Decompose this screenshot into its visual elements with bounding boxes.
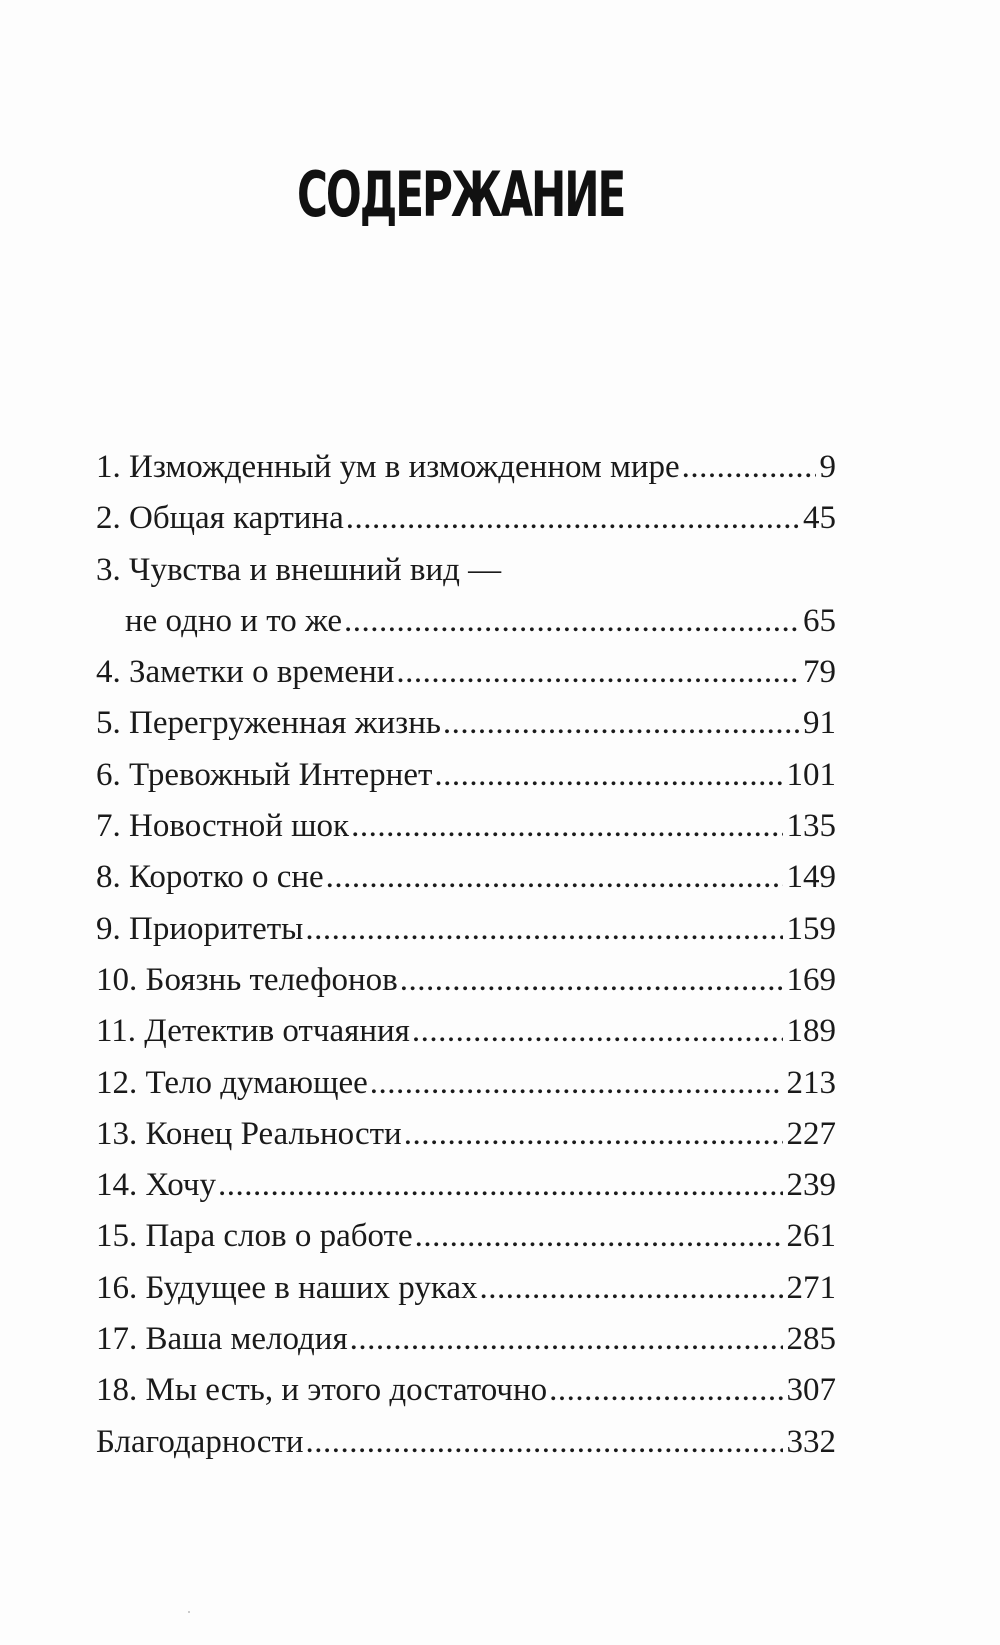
toc-leader-dots (305, 904, 782, 955)
toc-entry-title: 10. Боязнь телефонов (96, 961, 398, 998)
toc-entry-title: 4. Заметки о времени (96, 654, 395, 691)
toc-entry-page: 91 (803, 705, 836, 742)
toc-entry-16 (96, 1263, 836, 1314)
toc-entry-12 (96, 1058, 836, 1109)
toc-entry-title: 11. Детектив отчаяния (96, 1013, 410, 1050)
toc-entry-7 (96, 801, 836, 852)
toc-entry-9 (96, 904, 836, 955)
toc-entry-6 (96, 750, 836, 801)
toc-entry-page: 227 (786, 1115, 836, 1152)
toc-entry-acknowledgements (96, 1417, 836, 1468)
toc-entry-17 (96, 1314, 836, 1365)
toc-entry-title: 1. Изможденный ум в изможденном мире (96, 449, 680, 485)
toc-leader-dots (480, 1263, 783, 1314)
toc-leader-dots (344, 596, 799, 647)
toc-entry-1 (96, 442, 836, 493)
toc-leader-dots (346, 493, 799, 544)
toc-entry-title: 5. Перегруженная жизнь (96, 705, 441, 742)
toc-entry-page: 65 (803, 602, 836, 639)
toc-leader-dots (412, 1006, 783, 1057)
toc-entry-title: 14. Хочу (96, 1167, 216, 1204)
toc-entry-title: 7. Новостной шок (96, 808, 350, 845)
toc-entry-14 (96, 1160, 836, 1211)
toc-leader-dots (404, 1109, 783, 1160)
toc-entry-title: 15. Пара слов о работе (96, 1218, 413, 1255)
toc-entry-page: 79 (803, 654, 836, 691)
toc-entry-5 (96, 698, 836, 749)
page-title: СОДЕРЖАНИЕ (297, 158, 625, 231)
toc-leader-dots (306, 1417, 783, 1468)
toc-entry-title: 9. Приоритеты (96, 910, 304, 947)
table-of-contents (96, 442, 836, 1468)
toc-leader-dots (218, 1160, 783, 1211)
toc-entry-title: Благодарности (96, 1423, 304, 1460)
toc-leader-dots (682, 442, 816, 493)
toc-entry-10 (96, 955, 836, 1006)
toc-entry-2 (96, 493, 836, 544)
toc-entry-title: 8. Коротко о сне (96, 859, 324, 896)
toc-entry-3-continued (96, 596, 836, 647)
toc-entry-page: 285 (786, 1321, 836, 1358)
toc-entry-page: 169 (786, 961, 836, 998)
toc-entry-page: 271 (786, 1269, 836, 1306)
toc-entry-title: 6. Тревожный Интернет (96, 756, 433, 793)
toc-entry-page: 332 (786, 1423, 836, 1460)
toc-leader-dots (415, 1211, 783, 1262)
toc-entry-title: 16. Будущее в наших руках (96, 1269, 478, 1306)
toc-entry-title: 2. Общая картина (96, 500, 344, 537)
toc-leader-dots (350, 1314, 783, 1365)
toc-leader-dots (396, 647, 799, 698)
toc-entry-8 (96, 852, 836, 903)
toc-entry-3 (96, 545, 836, 596)
toc-entry-15 (96, 1211, 836, 1262)
toc-entry-title: 17. Ваша мелодия (96, 1321, 348, 1358)
toc-entry-title: 13. Конец Реальности (96, 1115, 402, 1152)
toc-entry-page: 149 (786, 859, 836, 896)
toc-entry-page: 159 (786, 910, 836, 947)
toc-entry-page: 9 (819, 449, 836, 485)
toc-leader-dots (434, 750, 782, 801)
toc-entry-title: 18. Мы есть, и этого достаточно (96, 1372, 548, 1409)
toc-entry-page: 101 (786, 756, 836, 793)
toc-leader-dots (400, 955, 783, 1006)
toc-entry-page: 261 (786, 1218, 836, 1255)
print-speck (188, 1611, 190, 1613)
toc-entry-18 (96, 1365, 836, 1416)
toc-leader-dots (370, 1058, 783, 1109)
toc-entry-page: 135 (786, 808, 836, 845)
toc-entry-page: 45 (803, 500, 836, 537)
toc-entry-title: 3. Чувства и внешний вид — (96, 551, 502, 588)
toc-leader-dots (443, 698, 799, 749)
toc-entry-13 (96, 1109, 836, 1160)
toc-entry-title: не одно и то же (125, 602, 342, 639)
toc-entry-page: 213 (786, 1064, 836, 1101)
toc-leader-dots (326, 852, 783, 903)
toc-leader-dots (351, 801, 782, 852)
toc-entry-title: 12. Тело думающее (96, 1064, 368, 1101)
toc-entry-4 (96, 647, 836, 698)
toc-entry-11 (96, 1006, 836, 1057)
toc-leader-dots (549, 1365, 782, 1416)
toc-entry-page: 239 (786, 1167, 836, 1204)
toc-entry-page: 189 (786, 1013, 836, 1050)
toc-entry-page: 307 (786, 1372, 836, 1409)
